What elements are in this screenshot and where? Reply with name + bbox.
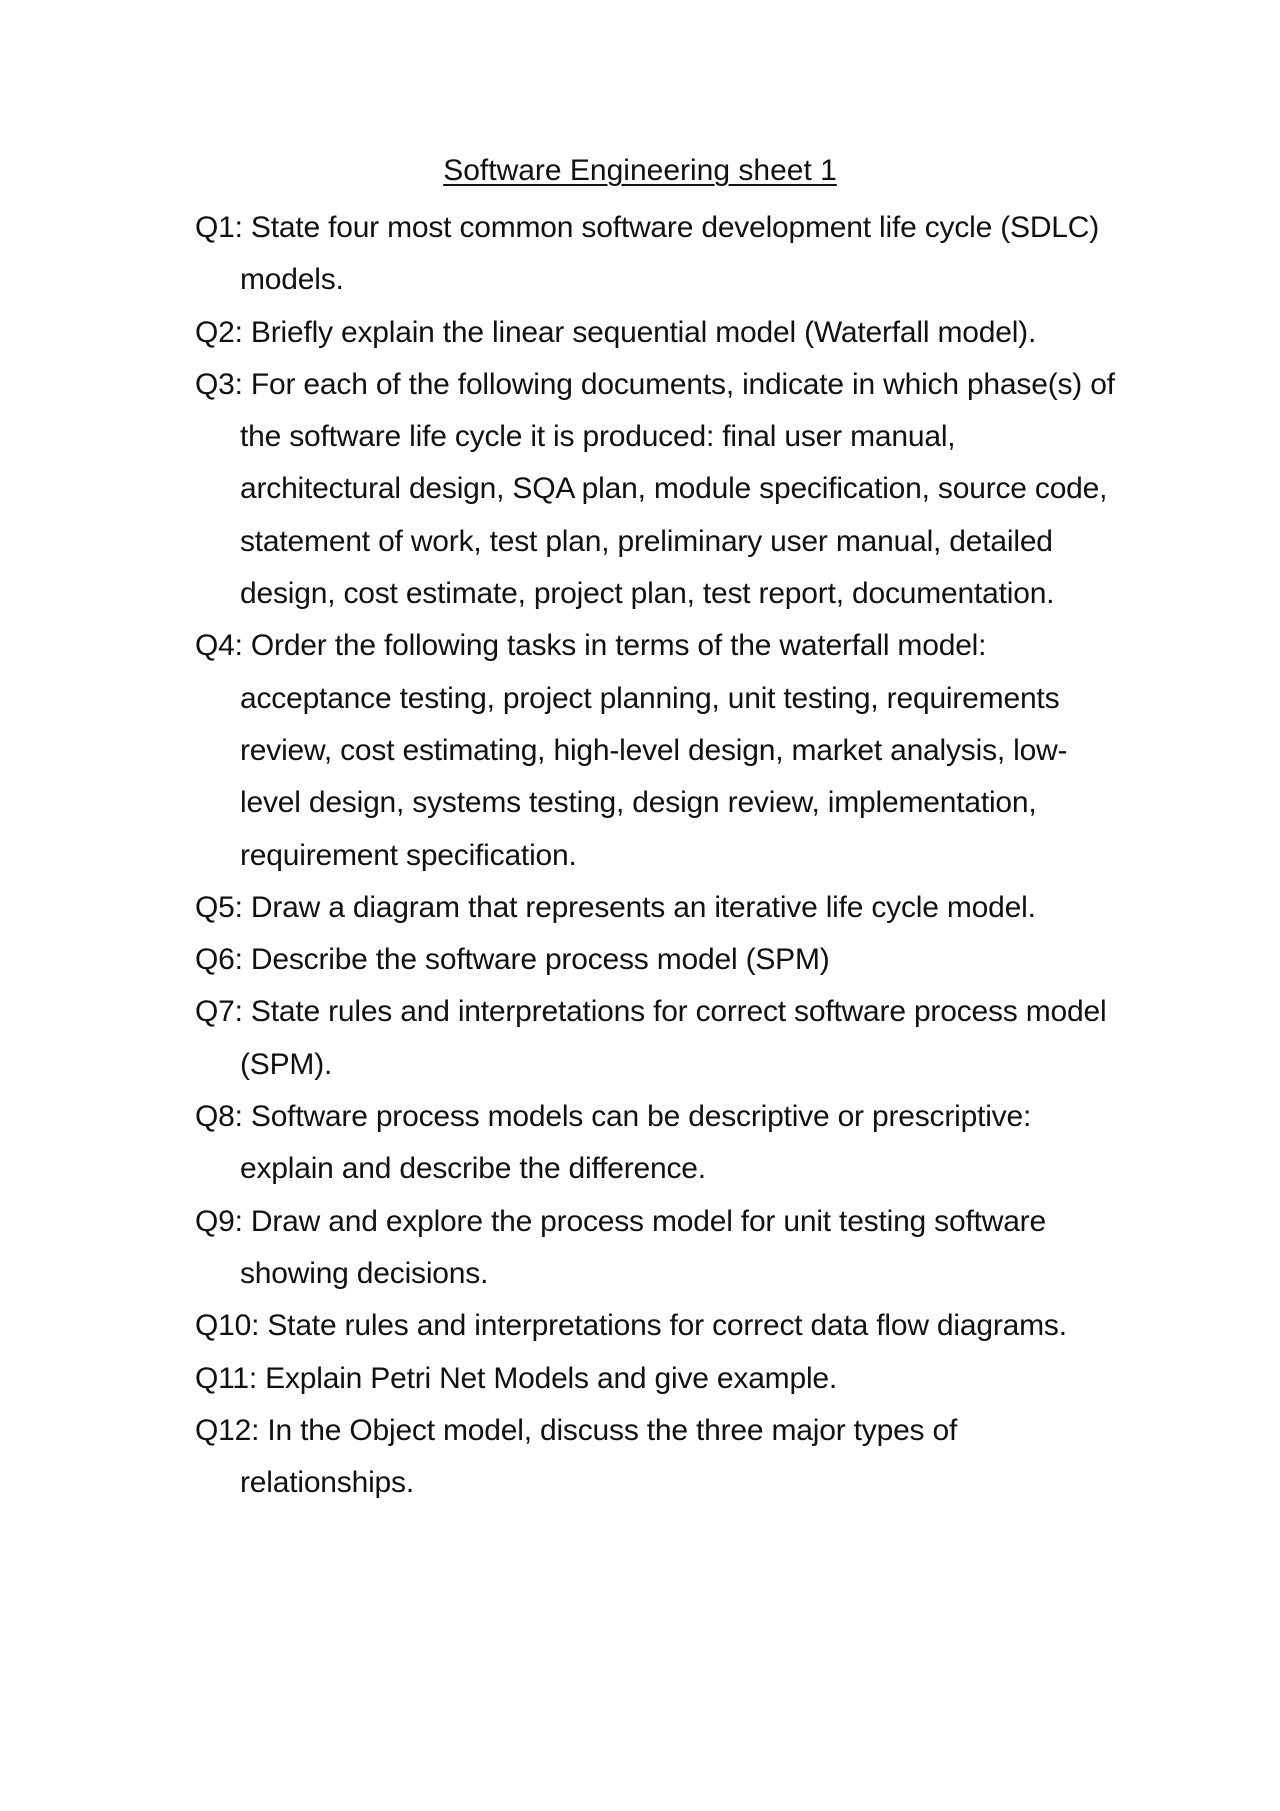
question-1: Q1: State four most common software development life cycle (SDLC) models. xyxy=(195,211,1100,297)
question-9: Q9: Draw and explore the process model for unit testing software showing decisions. xyxy=(195,1204,1046,1290)
sheet-title-text: Software Engineering sheet 1 xyxy=(443,154,837,187)
question-list xyxy=(195,202,1115,1509)
question-2: Q2: Briefly explain the linear sequential model (Waterfall model). xyxy=(195,315,1037,349)
question-4: Q4: Order the following tasks in terms of the waterfall model: acceptance testing, project planning, unit testing, requirements review, cost estimating, high-level design, market analysis, low-level design, systems testing, design review, implementation, requirement specification. xyxy=(195,629,1068,872)
question-12: Q12: In the Object model, discuss the three major types of relationships. xyxy=(195,1413,958,1500)
question-8: Q8: Software process models can be descriptive or prescriptive: explain and describe the difference. xyxy=(195,1100,1032,1186)
question-11: Q11: Explain Petri Net Models and give example. xyxy=(195,1361,838,1395)
question-3: Q3: For each of the following documents, indicate in which phase(s) of the software life cycle it is produced: final user manual, architectural design, SQA plan, module specification, source code, statement of work, test plan, preliminary user manual, detailed design, cost estimate, project plan, test report, documentation. xyxy=(195,367,1115,611)
question-5: Q5: Draw a diagram that represents an iterative life cycle model. xyxy=(195,890,1036,924)
question-6: Q6: Describe the software process model (SPM) xyxy=(195,943,830,977)
question-7: Q7: State rules and interpretations for correct software process model (SPM). xyxy=(195,995,1107,1081)
question-10: Q10: State rules and interpretations for correct data flow diagrams. xyxy=(195,1309,1067,1343)
sheet-title xyxy=(0,152,1280,190)
